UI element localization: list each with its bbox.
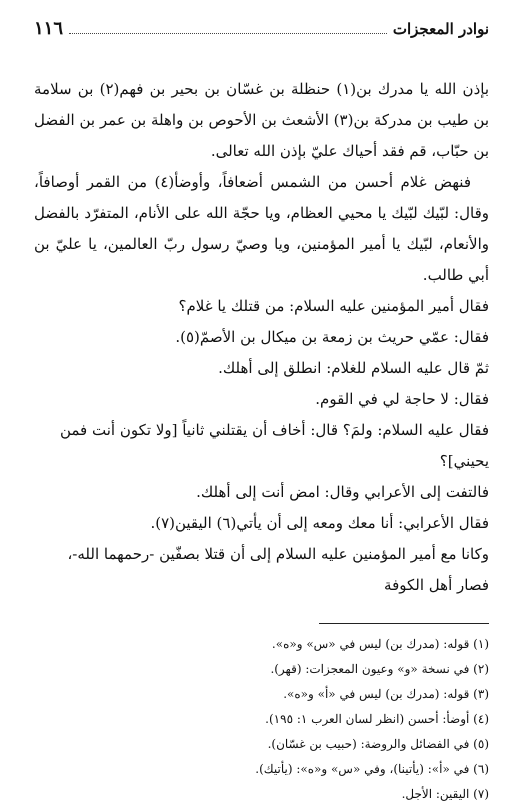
footnote: (٣) قوله: (مدرك بن) ليس في «أ» و«ه».: [283, 687, 489, 701]
main-text: [34, 74, 489, 601]
page-header: [34, 18, 489, 48]
paragraph: فقال أمير المؤمنين عليه السلام: من قتلك يا غلام؟: [178, 297, 489, 315]
footnote: (٢) في نسخة «و» وعيون المعجزات: (قهر).: [270, 662, 489, 676]
paragraph: فقال الأعرابي: أنا معك ومعه إلى أن يأتي(٦) اليقين(٧).: [150, 514, 489, 532]
paragraph: فقال عليه السلام: ولمَ؟ قال: أخاف أن يقتلني ثانياً [ولا تكون أنت فمن يحيني]؟: [59, 421, 489, 470]
paragraph: بإذن الله يا مدرك بن(١) حنظلة بن غسّان بن بحير بن فهم(٢) بن سلامة بن طيب بن مدركة بن(٣) الأشعث بن الأحوص بن واهلة بن عمر بن الفضل بن حبّاب، قم فقد أحياك عليّ بإذن الله تعالى.: [34, 80, 490, 160]
paragraph: فقال: لا حاجة لي في القوم.: [315, 390, 489, 408]
paragraph: ثمّ قال عليه السلام للغلام: انطلق إلى أهلك.: [218, 359, 489, 377]
paragraph: وكانا مع أمير المؤمنين عليه السلام إلى أن قتلا بصفّين -رحمهما الله-، فصار أهل الكوفة: [67, 545, 489, 594]
footnote: (٧) اليقين: الأجل.: [401, 787, 489, 801]
paragraph: فقال: عمّي حريث بن زمعة بن ميكال بن الأصمّ(٥).: [175, 328, 489, 346]
paragraph: فنهض غلام أحسن من الشمس أضعافاً، وأوضأ(٤) من القمر أوصافاً، وقال: لبّيك لبّيك يا محيي العظام، ويا حجّة الله على الأنام، المتفرّد بالفضل والأنعام، لبّيك يا أمير المؤمنين، ويا وصيّ رسول ربّ العالمين، يا عليّ بن أبي طالب.: [34, 173, 489, 284]
footnote: (٦) في «أ»: (يأتينا)، وفي «س» و«ه»: (يأتيك).: [255, 762, 489, 776]
footnote: (٥) في الفضائل والروضة: (حبيب بن غسّان).: [267, 737, 489, 751]
document-page: [34, 18, 490, 801]
footnote: (٤) أوضأ: أحسن (انظر لسان العرب ١: ١٩٥).: [265, 712, 489, 726]
header-dotted-leader: [69, 23, 387, 34]
footnote-divider: [319, 623, 489, 624]
paragraph: فالتفت إلى الأعرابي وقال: امض أنت إلى أهلك.: [196, 483, 489, 501]
footnotes: [34, 632, 489, 807]
footnote: (١) قوله: (مدرك بن) ليس في «س» و«ه».: [271, 637, 489, 651]
page-number: ١١٦: [34, 18, 64, 39]
book-title: نوادر المعجزات: [392, 20, 489, 38]
